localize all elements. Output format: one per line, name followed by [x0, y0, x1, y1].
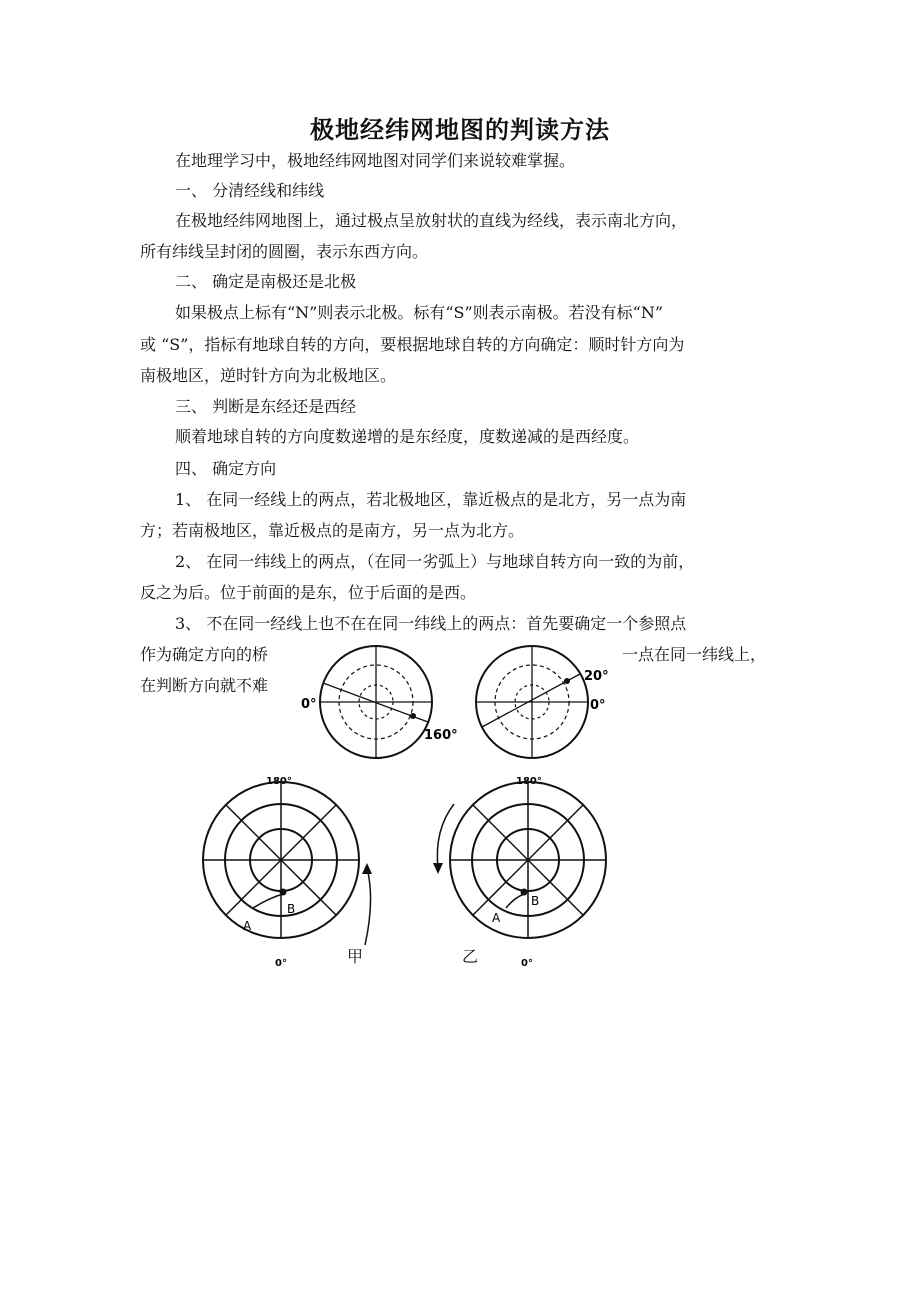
label-0-degree: 0°	[521, 958, 533, 969]
paragraph-2-line-3: 南极地区，逆时针方向为北极地区。	[140, 366, 397, 385]
label-0-degree: 0°	[590, 698, 606, 713]
label-180-degree: 180°	[266, 776, 292, 787]
paragraph-4-1-line-2: 方；若南极地区，靠近极点的是南方，另一点为北方。	[140, 521, 525, 540]
label-160-degree: 160°	[424, 728, 458, 743]
document-title: 极地经纬网地图的判读方法	[310, 116, 610, 144]
figure-caption-jia: 甲	[347, 947, 364, 966]
label-180-degree: 180°	[516, 776, 542, 787]
polar-diagram-2	[472, 642, 622, 764]
section-heading-4: 四、 确定方向	[175, 459, 277, 478]
paragraph-1-line-1: 在极地经纬网地图上，通过极点呈放射状的直线为经线，表示南北方向，	[175, 211, 688, 230]
paragraph-2-line-1: 如果极点上标有“N”则表示北极。标有“S”则表示南极。若没有标“N”	[175, 303, 664, 322]
point-a-label: A	[243, 919, 252, 933]
figure-caption-yi: 乙	[462, 947, 479, 966]
label-0-degree: 0°	[301, 697, 317, 712]
paragraph-4-2-line-2: 反之为后。位于前面的是东，位于后面的是西。	[140, 583, 477, 602]
polar-diagram-yi	[430, 770, 610, 970]
section-heading-2: 二、 确定是南极还是北极	[175, 272, 357, 291]
section-heading-1: 一、 分清经线和纬线	[175, 181, 325, 200]
paragraph-4-3-line-1: 3、 不在同一经线上也不在在同一纬线上的两点：首先要确定一个参照点	[175, 614, 687, 633]
paragraph-3-line-1: 顺着地球自转的方向度数递增的是东经度，度数递减的是西经度。	[175, 427, 640, 446]
polar-diagram-jia	[195, 770, 375, 970]
label-0-degree: 0°	[275, 958, 287, 969]
paragraph-intro: 在地理学习中，极地经纬网地图对同学们来说较难掌握。	[175, 151, 576, 170]
point-b-label: B	[287, 902, 296, 916]
point-b-label: B	[531, 894, 540, 908]
paragraph-2-line-2: 或 “S”，指标有地球自转的方向，要根据地球自转的方向确定：顺时针方向为	[140, 335, 685, 354]
paragraph-4-3-line-3: 在判断方向就不难	[140, 676, 269, 695]
polar-diagram-1	[298, 642, 464, 764]
label-20-degree: 20°	[584, 669, 609, 684]
paragraph-4-3-line-2a: 作为确定方向的桥	[140, 645, 269, 664]
section-heading-3: 三、 判断是东经还是西经	[175, 397, 357, 416]
paragraph-4-2-line-1: 2、 在同一纬线上的两点，（在同一劣弧上）与地球自转方向一致的为前，	[175, 552, 695, 571]
paragraph-1-line-2: 所有纬线呈封闭的圆圈，表示东西方向。	[140, 242, 429, 261]
paragraph-4-1-line-1: 1、 在同一经线上的两点，若北极地区，靠近极点的是北方，另一点为南	[175, 490, 687, 509]
paragraph-4-3-line-2b: 一点在同一纬线上，	[622, 645, 767, 664]
point-a-label: A	[492, 911, 501, 925]
